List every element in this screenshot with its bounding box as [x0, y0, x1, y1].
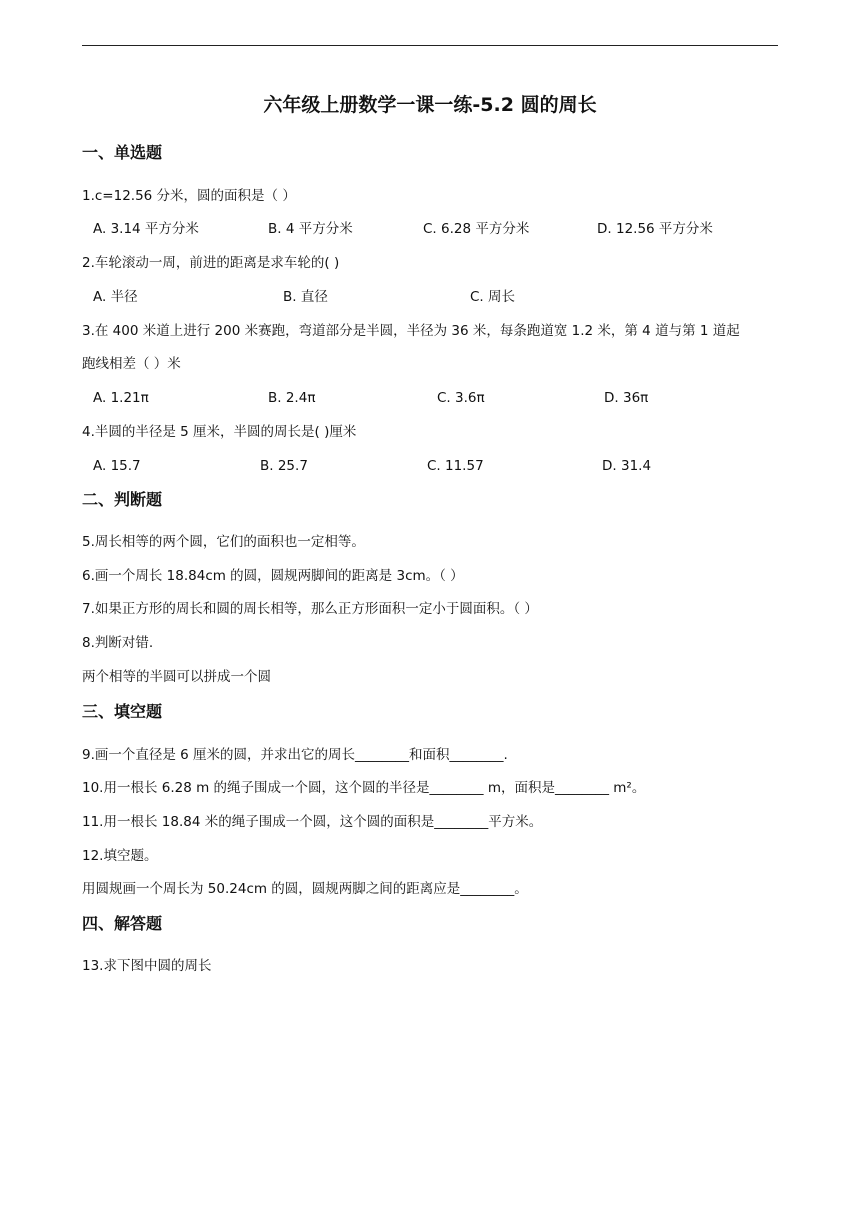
question-9: 9.画一个直径是 6 厘米的圆，并求出它的周长________和面积________.	[82, 747, 508, 763]
question-1: 1.c=12.56 分米，圆的面积是（ ）	[82, 188, 296, 204]
question-8-line-1: 8.判断对错.	[82, 635, 154, 651]
question-5: 5.周长相等的两个圆，它们的面积也一定相等。	[82, 534, 365, 550]
question-3-line-1: 3.在 400 米道上进行 200 米赛跑，弯道部分是半圆，半径为 36 米，每条跑道宽 1.2 米，第 4 道与第 1 道起	[82, 323, 740, 339]
section-heading-single-choice: 一、单选题	[82, 143, 163, 162]
option-4c: C. 11.57	[427, 458, 484, 474]
option-3c: C. 3.6π	[437, 390, 485, 406]
question-12-line-1: 12.填空题。	[82, 848, 158, 864]
question-3-line-2: 跑线相差（ ）米	[82, 356, 181, 372]
option-1a: A. 3.14 平方分米	[93, 221, 199, 237]
section-heading-fill-blank: 三、填空题	[82, 702, 163, 721]
option-4a: A. 15.7	[93, 458, 141, 474]
header-rule	[82, 45, 778, 46]
option-3d: D. 36π	[604, 390, 649, 406]
question-12-line-2: 用圆规画一个周长为 50.24cm 的圆，圆规两脚之间的距离应是________。	[82, 881, 528, 897]
page-title: 六年级上册数学一课一练-5.2 圆的周长	[263, 94, 597, 116]
option-4b: B. 25.7	[260, 458, 308, 474]
option-2c: C. 周长	[470, 289, 516, 305]
option-3b: B. 2.4π	[268, 390, 316, 406]
option-1d: D. 12.56 平方分米	[597, 221, 713, 237]
question-4: 4.半圆的半径是 5 厘米，半圆的周长是( )厘米	[82, 424, 357, 440]
option-4d: D. 31.4	[602, 458, 652, 474]
question-7: 7.如果正方形的周长和圆的周长相等，那么正方形面积一定小于圆面积。（ ）	[82, 601, 538, 617]
section-heading-answer: 四、解答题	[82, 914, 163, 933]
section-heading-true-false: 二、判断题	[82, 490, 163, 509]
question-10: 10.用一根长 6.28 m 的绳子围成一个圆，这个圆的半径是________ m，面积是________ m²。	[82, 780, 646, 796]
question-8-line-2: 两个相等的半圆可以拼成一个圆	[82, 669, 271, 685]
option-2a: A. 半径	[93, 289, 138, 305]
question-6: 6.画一个周长 18.84cm 的圆，圆规两脚间的距离是 3cm。（ ）	[82, 568, 464, 584]
option-1c: C. 6.28 平方分米	[423, 221, 530, 237]
option-3a: A. 1.21π	[93, 390, 149, 406]
question-2: 2.车轮滚动一周，前进的距离是求车轮的( )	[82, 255, 340, 271]
option-1b: B. 4 平方分米	[268, 221, 353, 237]
option-2b: B. 直径	[283, 289, 328, 305]
question-13: 13.求下图中圆的周长	[82, 958, 212, 974]
question-11: 11.用一根长 18.84 米的绳子围成一个圆，这个圆的面积是________平方米。	[82, 814, 543, 830]
